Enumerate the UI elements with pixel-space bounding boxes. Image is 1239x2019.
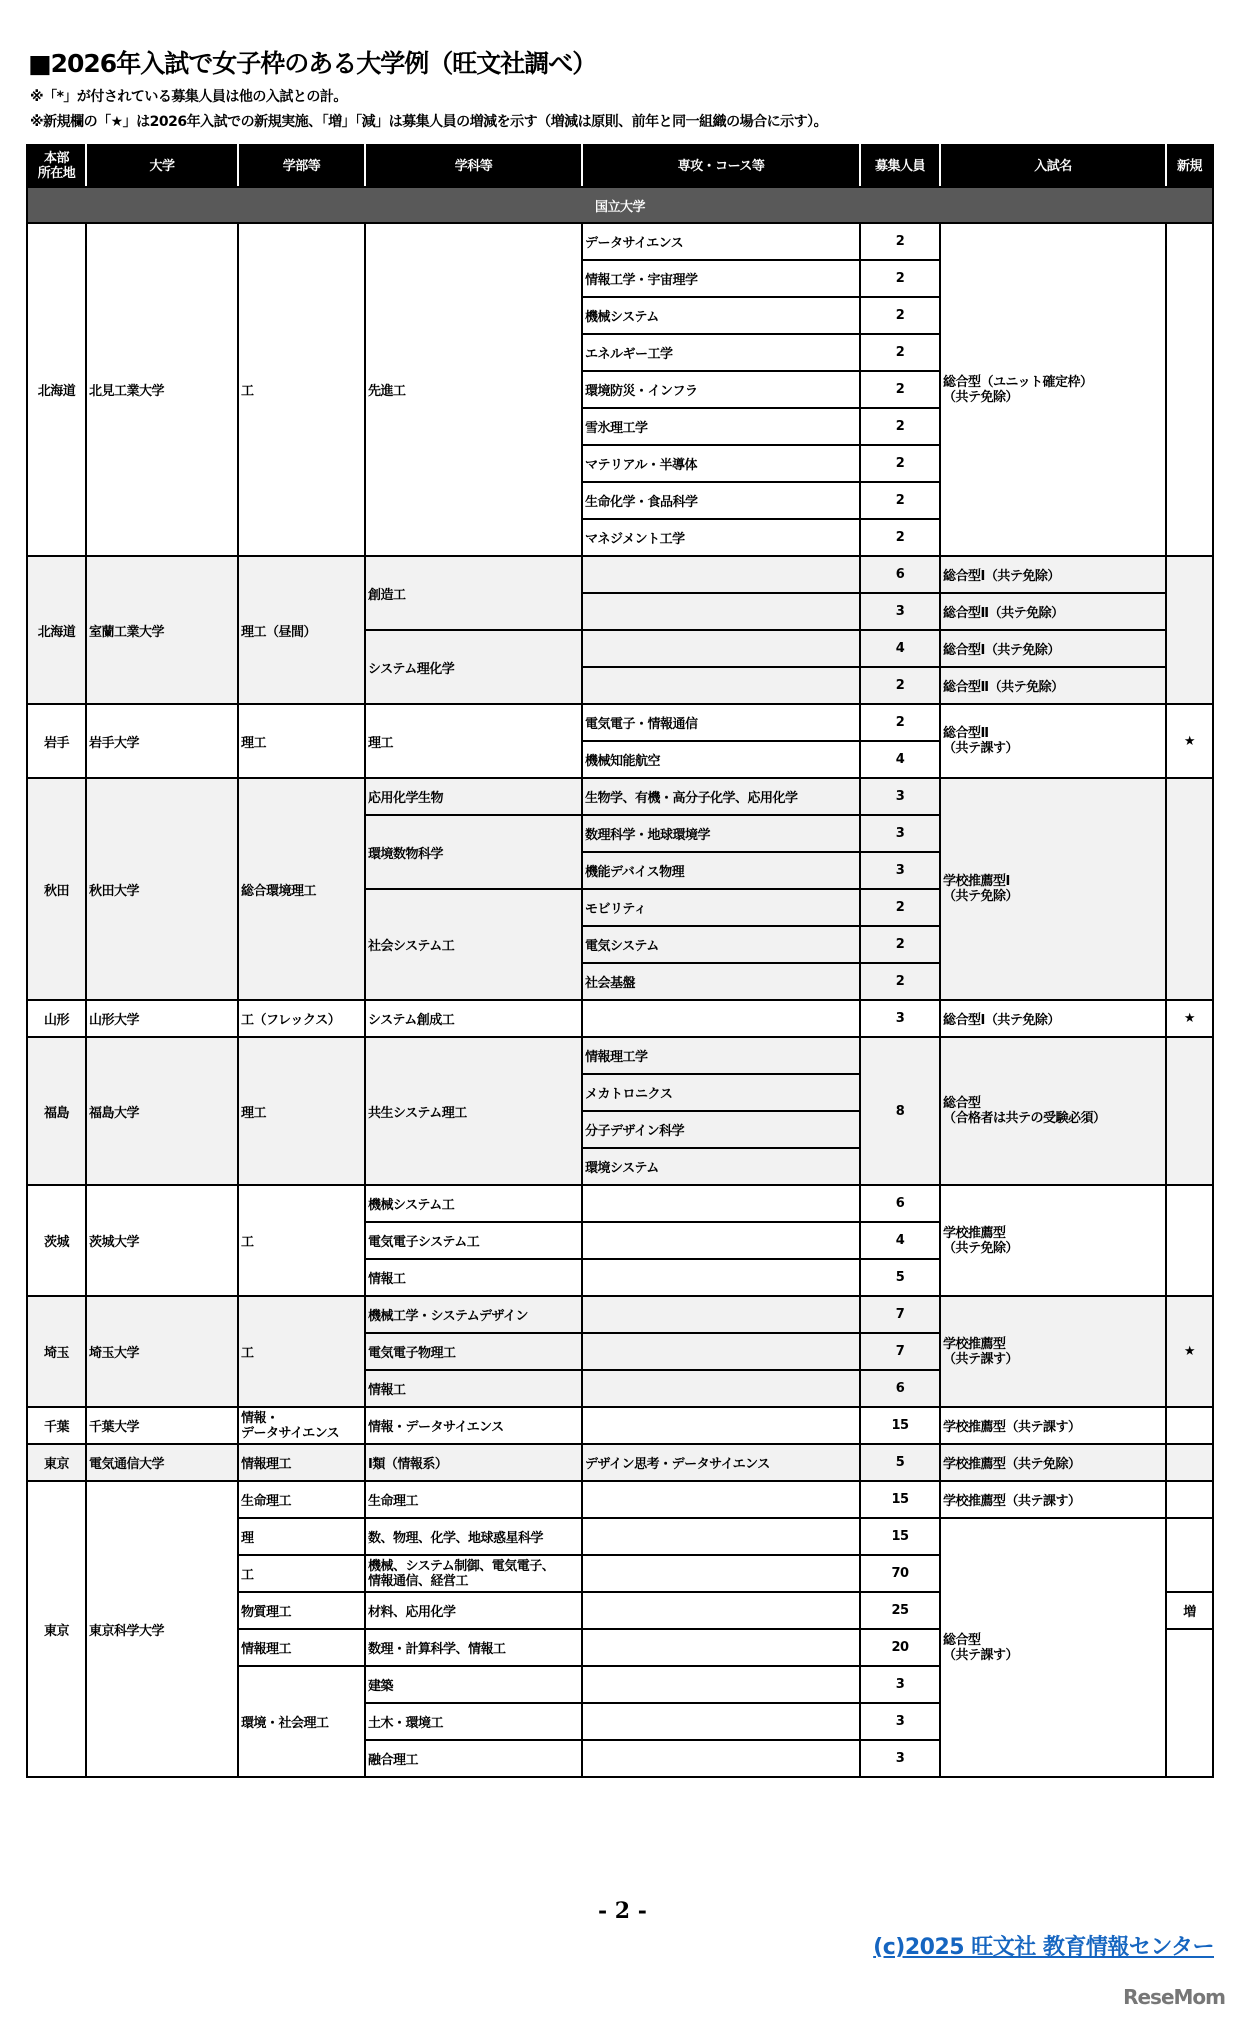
course-cell	[582, 1555, 860, 1592]
exam-cell: 学校推薦型 （共テ課す）	[940, 1296, 1166, 1407]
table-row	[27, 704, 1213, 741]
course-cell	[582, 1185, 860, 1222]
course-cell	[582, 630, 860, 667]
header-exam: 入試名	[940, 145, 1166, 187]
table-row	[27, 1185, 1213, 1222]
quota-cell: 2	[860, 519, 940, 556]
course-cell: 環境システム	[582, 1148, 860, 1185]
table-row	[27, 556, 1213, 593]
faculty-cell: 工	[238, 1296, 365, 1407]
course-cell: 分子デザイン科学	[582, 1111, 860, 1148]
quota-cell: 3	[860, 1000, 940, 1037]
universities-table	[26, 144, 1214, 1778]
department-cell: 土木・環境工	[365, 1703, 582, 1740]
course-cell: エネルギー工学	[582, 334, 860, 371]
exam-cell: 学校推薦型（共テ免除）	[940, 1444, 1166, 1481]
quota-cell: 20	[860, 1629, 940, 1666]
course-cell: 機械システム	[582, 297, 860, 334]
quota-cell: 2	[860, 223, 940, 260]
quota-cell: 2	[860, 334, 940, 371]
course-cell	[582, 667, 860, 704]
quota-cell: 3	[860, 1666, 940, 1703]
exam-cell: 総合型（ユニット確定枠） （共テ免除）	[940, 223, 1166, 556]
copyright-link[interactable]: (c)2025 旺文社 教育情報センター	[873, 1935, 1214, 1960]
course-cell	[582, 1222, 860, 1259]
course-cell	[582, 1370, 860, 1407]
new-cell	[1166, 1518, 1213, 1592]
new-cell	[1166, 1629, 1213, 1777]
new-star-icon: ★	[1166, 1296, 1213, 1407]
course-cell: 電気システム	[582, 926, 860, 963]
header-new: 新規	[1166, 145, 1213, 187]
new-cell	[1166, 1185, 1213, 1296]
exam-cell: 総合型 （合格者は共テの受験必須）	[940, 1037, 1166, 1185]
university-cell: 福島大学	[86, 1037, 238, 1185]
location-cell: 茨城	[27, 1185, 86, 1296]
department-cell: 理工	[365, 704, 582, 778]
quota-cell: 2	[860, 889, 940, 926]
quota-cell: 25	[860, 1592, 940, 1629]
location-cell: 岩手	[27, 704, 86, 778]
department-cell: システム理化学	[365, 630, 582, 704]
new-cell	[1166, 1037, 1213, 1185]
location-cell: 秋田	[27, 778, 86, 1000]
faculty-cell: 工	[238, 1185, 365, 1296]
location-cell: 山形	[27, 1000, 86, 1037]
quota-cell: 5	[860, 1444, 940, 1481]
brand-logo: ReseMom	[1123, 1985, 1225, 2009]
department-cell: 情報工	[365, 1370, 582, 1407]
course-cell: マテリアル・半導体	[582, 445, 860, 482]
quota-cell: 2	[860, 482, 940, 519]
course-cell: 環境防災・インフラ	[582, 371, 860, 408]
new-cell	[1166, 1481, 1213, 1518]
exam-cell: 学校推薦型（共テ課す）	[940, 1481, 1166, 1518]
page-title: ■2026年入試で女子枠のある大学例（旺文社調べ）	[28, 49, 597, 78]
course-cell: 情報理工学	[582, 1037, 860, 1074]
course-cell: 生命化学・食品科学	[582, 482, 860, 519]
department-cell: 創造工	[365, 556, 582, 630]
page-number: - 2 -	[598, 1898, 647, 1924]
faculty-cell: 理工	[238, 1037, 365, 1185]
faculty-cell: 工（フレックス）	[238, 1000, 365, 1037]
quota-cell: 3	[860, 1740, 940, 1777]
quota-cell: 6	[860, 1370, 940, 1407]
quota-cell: 2	[860, 408, 940, 445]
faculty-cell: 情報理工	[238, 1629, 365, 1666]
quota-cell: 2	[860, 297, 940, 334]
course-cell	[582, 1592, 860, 1629]
course-cell	[582, 1666, 860, 1703]
university-cell: 山形大学	[86, 1000, 238, 1037]
table-row	[27, 1296, 1213, 1333]
university-cell: 秋田大学	[86, 778, 238, 1000]
exam-cell: 学校推薦型（共テ課す）	[940, 1407, 1166, 1444]
header-quota: 募集人員	[860, 145, 940, 187]
exam-cell: 学校推薦型Ⅰ （共テ免除）	[940, 778, 1166, 1000]
course-cell	[582, 1407, 860, 1444]
quota-cell: 6	[860, 556, 940, 593]
new-cell	[1166, 223, 1213, 556]
quota-cell: 15	[860, 1407, 940, 1444]
faculty-cell: 環境・社会理工	[238, 1666, 365, 1777]
quota-cell: 4	[860, 1222, 940, 1259]
table-header-row	[27, 145, 1213, 187]
location-cell: 東京	[27, 1444, 86, 1481]
course-cell: 電気電子・情報通信	[582, 704, 860, 741]
quota-cell: 2	[860, 260, 940, 297]
quota-cell: 7	[860, 1296, 940, 1333]
exam-cell: 総合型Ⅰ（共テ免除）	[940, 630, 1166, 667]
course-cell: デザイン思考・データサイエンス	[582, 1444, 860, 1481]
university-cell: 埼玉大学	[86, 1296, 238, 1407]
table-row	[27, 1037, 1213, 1074]
quota-cell: 15	[860, 1518, 940, 1555]
header-department: 学科等	[365, 145, 582, 187]
faculty-cell: 工	[238, 1555, 365, 1592]
course-cell	[582, 1703, 860, 1740]
department-cell: Ⅰ類（情報系）	[365, 1444, 582, 1481]
table-row	[27, 1000, 1213, 1037]
course-cell: マネジメント工学	[582, 519, 860, 556]
location-cell: 東京	[27, 1481, 86, 1777]
location-cell: 福島	[27, 1037, 86, 1185]
new-star-icon: ★	[1166, 704, 1213, 778]
table-row	[27, 1481, 1213, 1518]
department-cell: 機械、システム制御、電気電子、 情報通信、経営工	[365, 1555, 582, 1592]
department-cell: 先進工	[365, 223, 582, 556]
department-cell: 機械システム工	[365, 1185, 582, 1222]
exam-cell: 総合型Ⅱ（共テ免除）	[940, 667, 1166, 704]
university-cell: 北見工業大学	[86, 223, 238, 556]
new-cell	[1166, 1444, 1213, 1481]
exam-cell: 総合型Ⅱ （共テ課す）	[940, 704, 1166, 778]
course-cell: 生物学、有機・高分子化学、応用化学	[582, 778, 860, 815]
note-new-column: ※新規欄の「★」は2026年入試での新規実施、「増」「減」は募集人員の増減を示す（増減は原則、前年と同一組織の場合に示す）。	[30, 114, 828, 130]
course-cell	[582, 1740, 860, 1777]
faculty-cell: 総合環境理工	[238, 778, 365, 1000]
course-cell: メカトロニクス	[582, 1074, 860, 1111]
quota-cell: 4	[860, 630, 940, 667]
exam-cell: 総合型 （共テ課す）	[940, 1518, 1166, 1777]
course-cell	[582, 1629, 860, 1666]
course-cell	[582, 1296, 860, 1333]
exam-cell: 総合型Ⅰ（共テ免除）	[940, 556, 1166, 593]
course-cell	[582, 1518, 860, 1555]
course-cell	[582, 593, 860, 630]
department-cell: 建築	[365, 1666, 582, 1703]
exam-cell: 総合型Ⅰ（共テ免除）	[940, 1000, 1166, 1037]
location-cell: 北海道	[27, 223, 86, 556]
university-cell: 電気通信大学	[86, 1444, 238, 1481]
quota-cell: 3	[860, 1703, 940, 1740]
section-band	[27, 187, 1213, 223]
new-cell	[1166, 778, 1213, 1000]
university-cell: 茨城大学	[86, 1185, 238, 1296]
department-cell: 機械工学・システムデザイン	[365, 1296, 582, 1333]
quota-cell: 3	[860, 852, 940, 889]
course-cell	[582, 1000, 860, 1037]
table-row	[27, 223, 1213, 260]
table-row	[27, 1407, 1213, 1444]
faculty-cell: 物質理工	[238, 1592, 365, 1629]
table-row	[27, 1444, 1213, 1481]
quota-cell: 2	[860, 926, 940, 963]
quota-cell: 15	[860, 1481, 940, 1518]
header-location: 本部 所在地	[27, 145, 86, 187]
department-cell: 数理・計算科学、情報工	[365, 1629, 582, 1666]
new-increase-badge: 増	[1166, 1592, 1213, 1629]
new-cell	[1166, 1407, 1213, 1444]
faculty-cell: 情報・ データサイエンス	[238, 1407, 365, 1444]
department-cell: 電気電子システム工	[365, 1222, 582, 1259]
faculty-cell: 工	[238, 223, 365, 556]
quota-cell: 3	[860, 815, 940, 852]
exam-cell: 学校推薦型 （共テ免除）	[940, 1185, 1166, 1296]
course-cell	[582, 1481, 860, 1518]
quota-cell: 70	[860, 1555, 940, 1592]
quota-cell: 3	[860, 778, 940, 815]
university-cell: 千葉大学	[86, 1407, 238, 1444]
quota-cell: 5	[860, 1259, 940, 1296]
quota-cell: 4	[860, 741, 940, 778]
header-faculty: 学部等	[238, 145, 365, 187]
department-cell: 電気電子物理工	[365, 1333, 582, 1370]
section-national: 国立大学	[27, 187, 1213, 223]
department-cell: 情報工	[365, 1259, 582, 1296]
course-cell: 数理科学・地球環境学	[582, 815, 860, 852]
quota-cell: 2	[860, 667, 940, 704]
course-cell: モビリティ	[582, 889, 860, 926]
university-cell: 東京科学大学	[86, 1481, 238, 1777]
note-asterisk: ※「*」が付されている募集人員は他の入試との計。	[30, 89, 347, 105]
table-row	[27, 778, 1213, 815]
course-cell: 機能デバイス物理	[582, 852, 860, 889]
header-university: 大学	[86, 145, 238, 187]
department-cell: 情報・データサイエンス	[365, 1407, 582, 1444]
quota-cell: 8	[860, 1037, 940, 1185]
faculty-cell: 理工	[238, 704, 365, 778]
new-cell	[1166, 556, 1213, 704]
header-course: 専攻・コース等	[582, 145, 860, 187]
department-cell: システム創成工	[365, 1000, 582, 1037]
course-cell	[582, 556, 860, 593]
faculty-cell: 理	[238, 1518, 365, 1555]
department-cell: 応用化学生物	[365, 778, 582, 815]
quota-cell: 2	[860, 371, 940, 408]
quota-cell: 7	[860, 1333, 940, 1370]
exam-cell: 総合型Ⅱ（共テ免除）	[940, 593, 1166, 630]
course-cell: 社会基盤	[582, 963, 860, 1000]
department-cell: 材料、応用化学	[365, 1592, 582, 1629]
university-cell: 室蘭工業大学	[86, 556, 238, 704]
university-cell: 岩手大学	[86, 704, 238, 778]
location-cell: 北海道	[27, 556, 86, 704]
course-cell	[582, 1259, 860, 1296]
quota-cell: 2	[860, 963, 940, 1000]
course-cell: データサイエンス	[582, 223, 860, 260]
department-cell: 共生システム理工	[365, 1037, 582, 1185]
faculty-cell: 理工（昼間）	[238, 556, 365, 704]
course-cell: 機械知能航空	[582, 741, 860, 778]
new-star-icon: ★	[1166, 1000, 1213, 1037]
quota-cell: 3	[860, 593, 940, 630]
quota-cell: 2	[860, 445, 940, 482]
department-cell: 融合理工	[365, 1740, 582, 1777]
quota-cell: 6	[860, 1185, 940, 1222]
course-cell: 雪氷理工学	[582, 408, 860, 445]
location-cell: 千葉	[27, 1407, 86, 1444]
course-cell	[582, 1333, 860, 1370]
faculty-cell: 情報理工	[238, 1444, 365, 1481]
course-cell: 情報工学・宇宙理学	[582, 260, 860, 297]
department-cell: 生命理工	[365, 1481, 582, 1518]
department-cell: 数、物理、化学、地球惑星科学	[365, 1518, 582, 1555]
department-cell: 社会システム工	[365, 889, 582, 1000]
department-cell: 環境数物科学	[365, 815, 582, 889]
location-cell: 埼玉	[27, 1296, 86, 1407]
quota-cell: 2	[860, 704, 940, 741]
faculty-cell: 生命理工	[238, 1481, 365, 1518]
